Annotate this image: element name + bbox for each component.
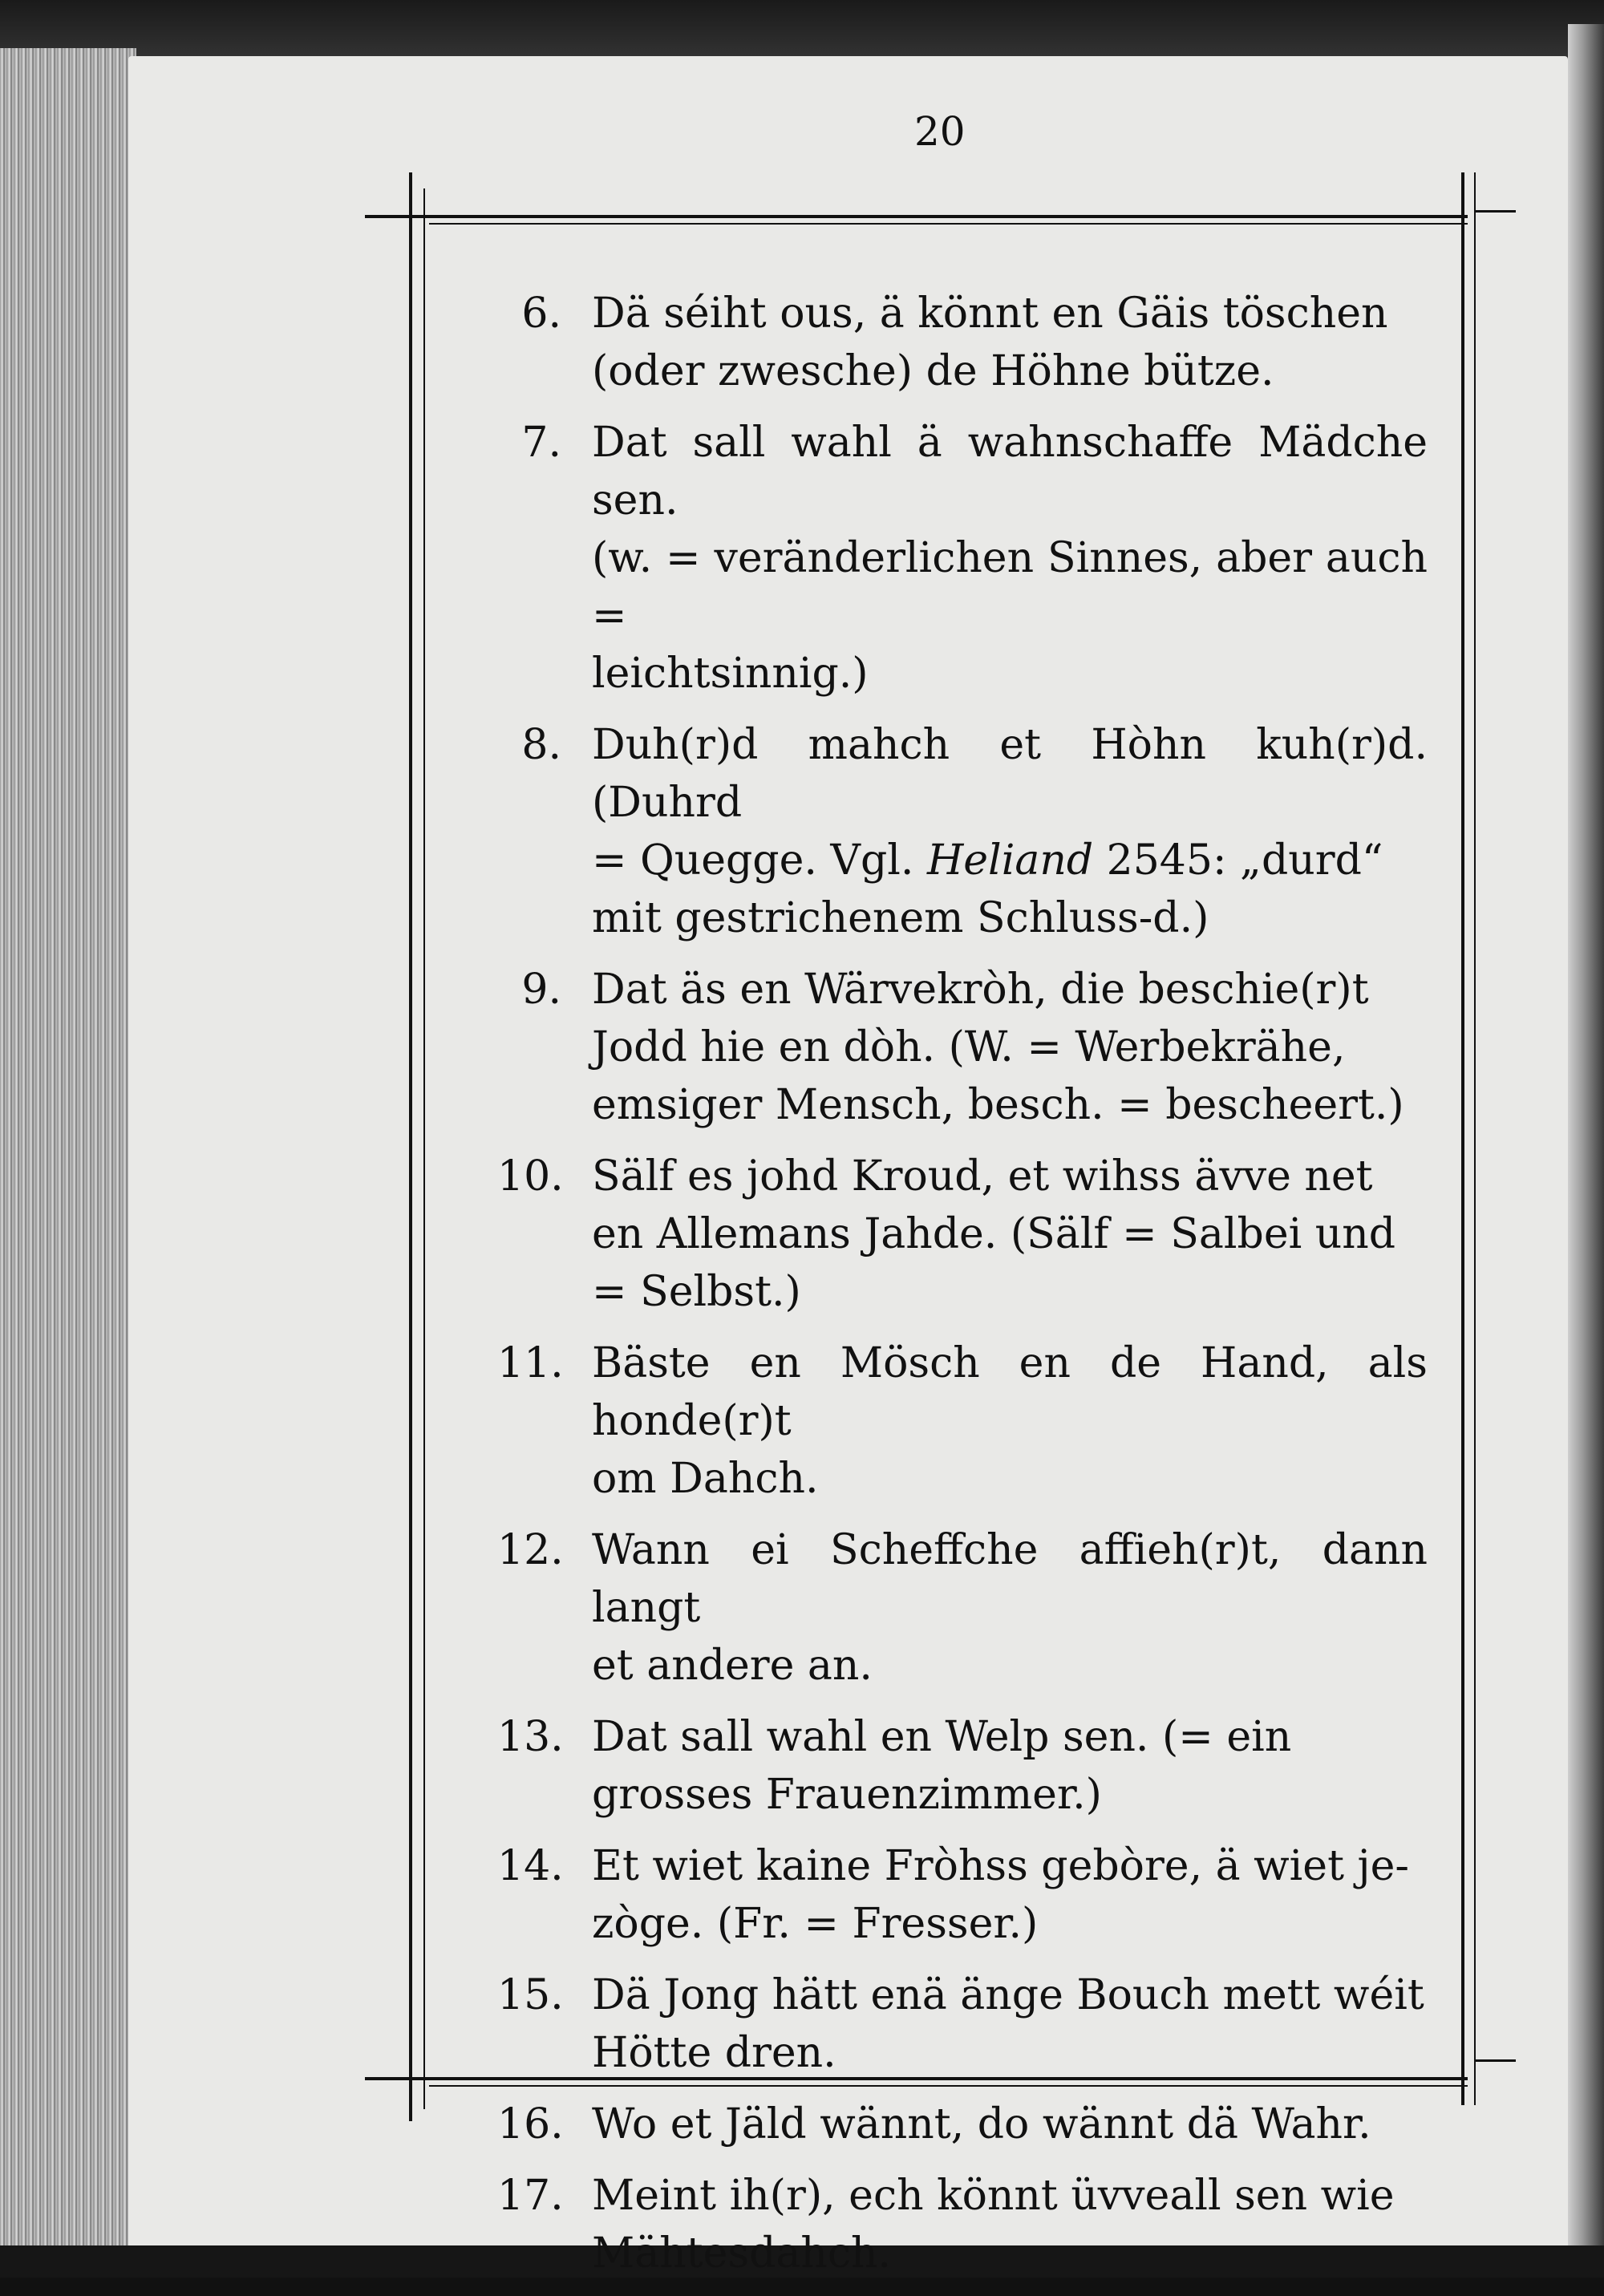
entry-line: mit gestrichenem Schluss-d.) bbox=[592, 894, 1209, 942]
entry-line: Dat sall wahl en Welp sen. (= ein bbox=[592, 1713, 1292, 1761]
entry-line: Et wiet kaine Fròhss gebòre, ä wiet je- bbox=[592, 1842, 1409, 1890]
page-edge-shadow-right bbox=[1568, 24, 1604, 2278]
bottom-rule-right-tick bbox=[1476, 2059, 1516, 2062]
entry-line: en Allemans Jahde. (Sälf = Salbei und bbox=[592, 1210, 1396, 1258]
entry-line: Dä Jong hätt enä änge Bouch mett wéit bbox=[592, 1971, 1424, 2019]
page-edges-left bbox=[0, 48, 136, 2245]
list-item bbox=[497, 961, 1428, 1134]
list-item bbox=[497, 2167, 1428, 2282]
entry-line: Wo et Jäld wännt, do wännt dä Wahr. bbox=[592, 2100, 1371, 2148]
entry-number: 10. bbox=[497, 1152, 564, 1201]
left-border-line-inner bbox=[423, 188, 425, 2109]
entry-line-text: 2545: „durd“ bbox=[1093, 836, 1383, 885]
list-item bbox=[497, 2096, 1428, 2153]
list-item bbox=[497, 716, 1428, 947]
entry-line: leichtsinnig.) bbox=[592, 650, 869, 698]
right-border-line bbox=[1461, 172, 1464, 2105]
entry-line: et andere an. bbox=[592, 1642, 873, 1690]
entry-line: Dat sall wahl ä wahnschaffe Mädche sen. bbox=[592, 419, 1428, 524]
entry-line: Bäste en Mösch en de Hand, als honde(r)t bbox=[592, 1339, 1428, 1445]
entry-number: 16. bbox=[497, 2100, 564, 2148]
entry-line: Dä séiht ous, ä könnt en Gäis töschen bbox=[592, 290, 1388, 338]
entry-number: 9. bbox=[521, 966, 561, 1014]
entry-line: Mähtesdahch. bbox=[592, 2229, 892, 2278]
list-item bbox=[497, 1521, 1428, 1695]
left-border-line bbox=[409, 172, 412, 2121]
list-item bbox=[497, 414, 1428, 703]
entry-line: (oder zwesche) de Höhne bütze. bbox=[592, 347, 1274, 395]
entry-line: om Dahch. bbox=[592, 1455, 819, 1503]
entry-line: zòge. (Fr. = Fresser.) bbox=[592, 1900, 1039, 1948]
list-item bbox=[497, 1148, 1428, 1321]
source-reference: Heliand bbox=[926, 836, 1094, 885]
entry-line: grosses Frauenzimmer.) bbox=[592, 1771, 1102, 1819]
entry-line: Wann ei Scheffche affieh(r)t, dann langt bbox=[592, 1526, 1428, 1632]
entry-number: 14. bbox=[497, 1842, 564, 1890]
entry-number: 7. bbox=[521, 419, 561, 467]
entry-line: = Selbst.) bbox=[592, 1268, 801, 1316]
entry-line: Meint ih(r), ech könnt üvveall sen wie bbox=[592, 2172, 1395, 2220]
entry-line: Sälf es johd Kroud, et wihss ävve net bbox=[592, 1152, 1373, 1201]
top-rule bbox=[365, 215, 1468, 218]
entry-line: (w. = veränderlichen Sinnes, aber auch = bbox=[592, 534, 1428, 640]
entry-number: 15. bbox=[497, 1971, 564, 2019]
entry-number: 8. bbox=[521, 721, 561, 769]
entry-line: Dat äs en Wärvekròh, die beschie(r)t bbox=[592, 966, 1369, 1014]
top-rule-thin bbox=[429, 223, 1468, 225]
entry-line: Duh(r)d mahch et Hòhn kuh(r)d. (Duhrd bbox=[592, 721, 1428, 827]
entry-line-with-reference bbox=[592, 832, 1428, 889]
list-item bbox=[497, 1837, 1428, 1953]
entry-number: 13. bbox=[497, 1713, 564, 1761]
entry-number: 17. bbox=[497, 2172, 564, 2220]
entry-line: Jodd hie en dòh. (W. = Werbekrähe, bbox=[592, 1023, 1346, 1071]
proverb-list bbox=[497, 285, 1428, 2296]
entry-number: 12. bbox=[497, 1526, 564, 1574]
entry-number: 11. bbox=[497, 1339, 564, 1387]
list-item bbox=[497, 285, 1428, 400]
list-item bbox=[497, 1708, 1428, 1824]
page-number: 20 bbox=[914, 108, 966, 155]
entry-line-text: = Quegge. Vgl. bbox=[592, 836, 927, 885]
entry-line: emsiger Mensch, besch. = bescheert.) bbox=[592, 1081, 1404, 1129]
top-rule-right-tick bbox=[1476, 210, 1516, 213]
list-item bbox=[497, 1966, 1428, 2082]
list-item bbox=[497, 1334, 1428, 1508]
right-border-line-outer bbox=[1474, 172, 1476, 2105]
entry-line: Hötte dren. bbox=[592, 2029, 836, 2077]
entry-number: 6. bbox=[521, 290, 561, 338]
